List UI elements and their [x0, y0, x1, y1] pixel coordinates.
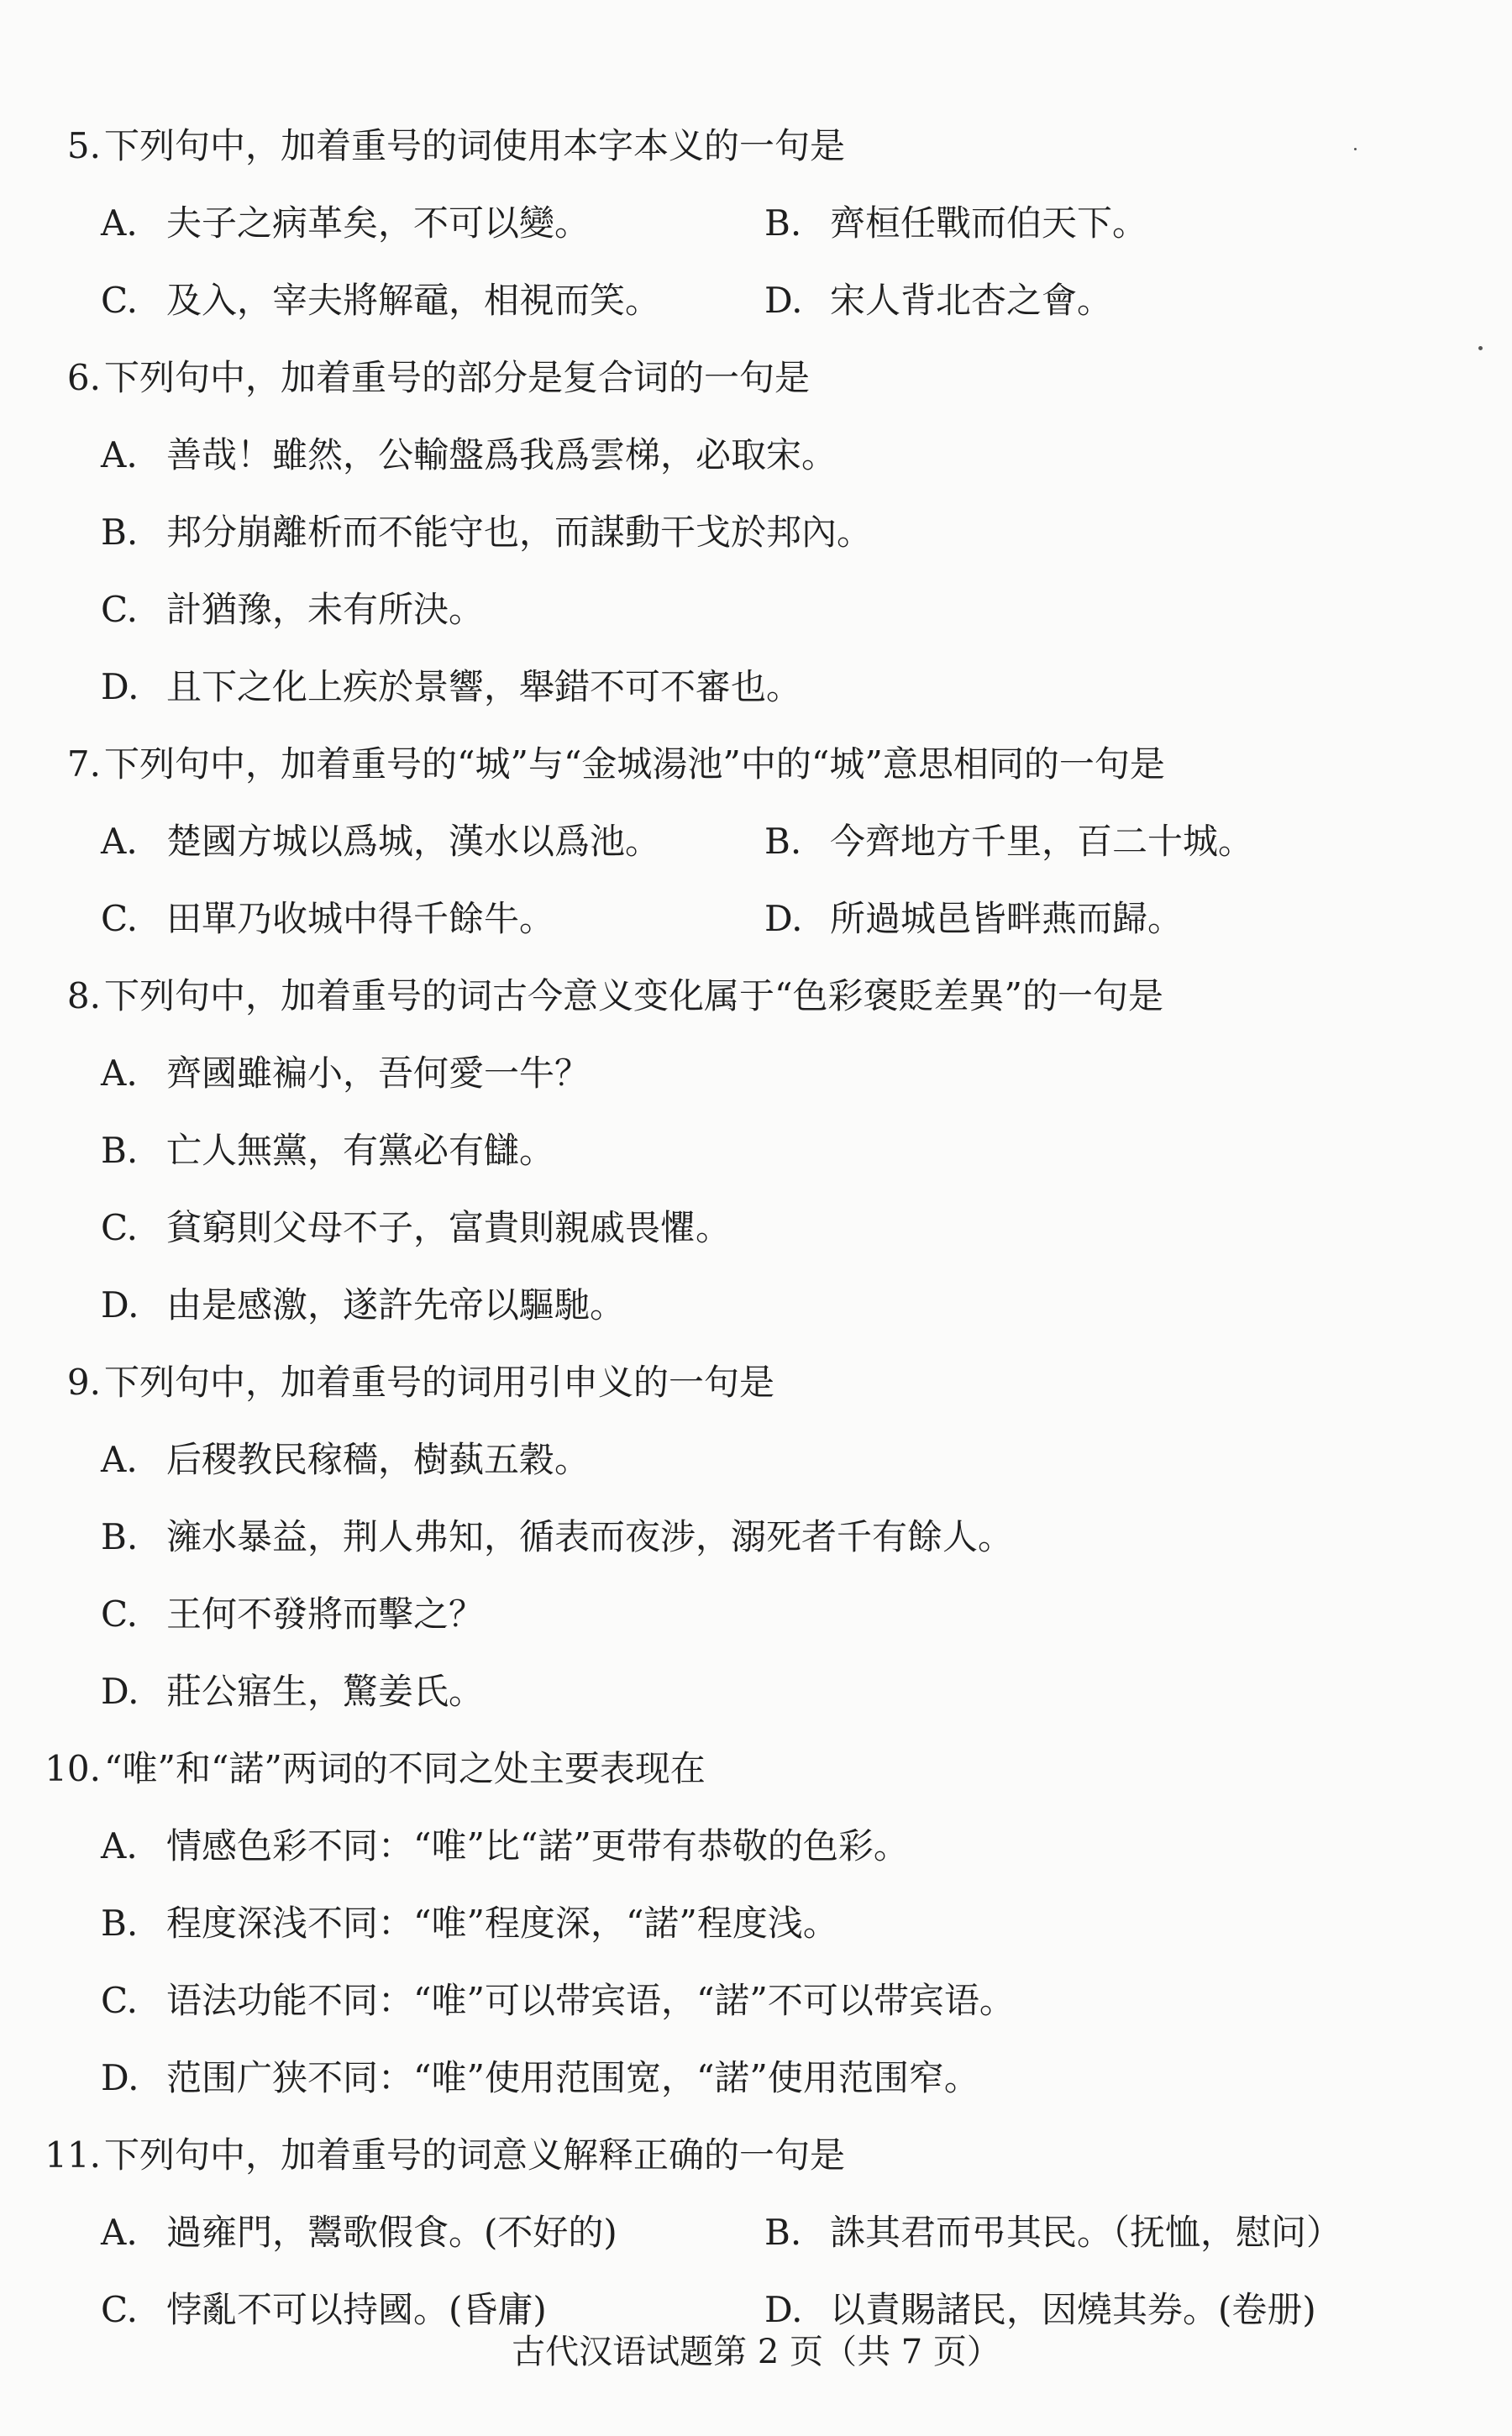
question-6: [49, 339, 1460, 726]
option-letter: B.: [764, 821, 802, 862]
option-c: [101, 1962, 1460, 2040]
option-text: 宋人背北杏之會。: [830, 280, 1113, 321]
option-d: [101, 1267, 1460, 1344]
option-letter: D.: [764, 898, 803, 939]
option-text: 及入，宰夫將解黿，相視而笑。: [166, 280, 661, 321]
question-list: [45, 108, 1460, 2349]
option-letter: B.: [764, 2212, 802, 2253]
question-number: 9.: [66, 1362, 101, 1403]
option-text: 所過城邑皆畔燕而歸。: [830, 898, 1184, 939]
question-number: 5.: [66, 125, 101, 166]
option-row: [101, 262, 1460, 339]
option-text: 田單乃收城中得千餘牛。: [166, 898, 555, 939]
question-11: [45, 2117, 1460, 2349]
option-list: [101, 417, 1460, 726]
option-letter: D.: [101, 1671, 139, 1712]
option-b: [101, 1499, 1460, 1576]
option-list: [101, 803, 1460, 958]
question-stem: [49, 726, 1460, 803]
question-text: 下列句中，加着重号的部分是复合词的一句是: [104, 357, 811, 398]
option-letter: B.: [764, 202, 802, 244]
option-list: [101, 1421, 1460, 1730]
option-text: 邦分崩離析而不能守也，而謀動干戈於邦內。: [166, 512, 873, 553]
option-d: [764, 880, 1183, 958]
option-row: [101, 803, 1460, 880]
option-letter: B.: [101, 1903, 139, 1944]
option-letter: D.: [764, 2289, 803, 2330]
option-text: 以責賜諸民，因燒其券。(卷册): [830, 2289, 1316, 2330]
option-text: 貧窮則父母不子，富貴則親戚畏懼。: [166, 1207, 732, 1248]
option-letter: C.: [101, 280, 138, 321]
option-text: 语法功能不同：“唯”可以带宾语，“諾”不可以带宾语。: [166, 1980, 1015, 2021]
question-text: 下列句中，加着重号的“城”与“金城湯池”中的“城”意思相同的一句是: [104, 743, 1165, 785]
scan-speck: [1354, 148, 1357, 150]
option-c: [101, 1189, 1460, 1267]
question-number: 11.: [45, 2134, 101, 2176]
question-stem: [49, 1344, 1460, 1421]
option-text: 且下之化上疾於景響，舉錯不可不審也。: [166, 666, 802, 707]
option-list: [101, 2194, 1460, 2349]
option-row: [101, 185, 1460, 262]
option-b: [764, 803, 1253, 880]
scan-speck: [1478, 346, 1483, 350]
option-text: 今齊地方千里，百二十城。: [830, 821, 1254, 862]
option-letter: A.: [101, 1825, 138, 1866]
option-d: [764, 262, 1112, 339]
option-text: 過雍門，鬻歌假食。(不好的): [166, 2212, 617, 2253]
option-text: 計猶豫，未有所決。: [166, 589, 485, 630]
question-5: [49, 108, 1460, 339]
option-list: [101, 1808, 1460, 2117]
option-letter: C.: [101, 1207, 138, 1248]
option-letter: D.: [101, 666, 139, 707]
option-row: [101, 880, 1460, 958]
option-letter: B.: [101, 1516, 139, 1557]
option-text: 王何不發將而擊之？: [166, 1593, 485, 1635]
option-text: 善哉！雖然，公輸盤爲我爲雲梯，必取宋。: [166, 434, 837, 475]
option-letter: C.: [101, 898, 138, 939]
option-text: 澭水暴益，荆人弗知，循表而夜涉，溺死者千有餘人。: [166, 1516, 1014, 1557]
question-text: 下列句中，加着重号的词意义解释正确的一句是: [104, 2134, 846, 2176]
option-c: [101, 1576, 1460, 1653]
question-text: “唯”和“諾”两词的不同之处主要表现在: [104, 1748, 706, 1789]
option-a: [101, 1808, 1460, 1885]
option-d: [101, 648, 1460, 726]
option-a: [101, 417, 1460, 494]
question-number: 10.: [45, 1748, 101, 1789]
option-text: 夫子之病革矣，不可以變。: [166, 202, 591, 244]
question-number: 6.: [66, 357, 101, 398]
question-text: 下列句中，加着重号的词古今意义变化属于“色彩褒貶差異”的一句是: [104, 975, 1163, 1016]
option-letter: D.: [101, 1284, 139, 1326]
option-a: [101, 803, 764, 880]
option-a: [101, 2194, 764, 2271]
question-7: [49, 726, 1460, 958]
question-stem: [45, 1730, 1460, 1808]
question-number: 7.: [66, 743, 101, 785]
option-letter: A.: [101, 202, 138, 244]
option-letter: A.: [101, 1053, 138, 1094]
option-letter: D.: [764, 280, 803, 321]
question-text: 下列句中，加着重号的词用引申义的一句是: [104, 1362, 775, 1403]
option-text: 悖亂不可以持國。(昏庸): [166, 2289, 547, 2330]
option-d: [101, 1653, 1460, 1730]
question-8: [49, 958, 1460, 1344]
option-b: [101, 1885, 1460, 1962]
option-letter: C.: [101, 589, 138, 630]
option-letter: A.: [101, 1439, 138, 1480]
option-letter: B.: [101, 512, 139, 553]
option-d: [101, 2040, 1460, 2117]
option-text: 齊國雖褊小，吾何愛一牛？: [166, 1053, 591, 1094]
option-a: [101, 1421, 1460, 1499]
option-list: [101, 185, 1460, 339]
option-letter: C.: [101, 2289, 138, 2330]
option-letter: A.: [101, 2212, 138, 2253]
question-stem: [45, 2117, 1460, 2194]
question-text: 下列句中，加着重号的词使用本字本义的一句是: [104, 125, 846, 166]
option-text: 范围广狭不同：“唯”使用范围宽，“諾”使用范围窄。: [166, 2057, 979, 2098]
question-number: 8.: [66, 975, 101, 1016]
option-text: 亡人無黨，有黨必有讎。: [166, 1130, 555, 1171]
option-letter: A.: [101, 434, 138, 475]
page-footer: 古代汉语试题第 2 页（共 7 页）: [512, 2333, 1000, 2371]
option-letter: C.: [101, 1593, 138, 1635]
option-list: [101, 1035, 1460, 1344]
option-letter: B.: [101, 1130, 139, 1171]
option-row: [101, 2194, 1460, 2271]
question-9: [49, 1344, 1460, 1730]
question-10: [45, 1730, 1460, 2117]
option-letter: C.: [101, 1980, 138, 2021]
option-a: [101, 185, 764, 262]
option-text: 莊公寤生，驚姜氏。: [166, 1671, 485, 1712]
option-a: [101, 1035, 1460, 1112]
option-text: 程度深浅不同：“唯”程度深，“諾”程度浅。: [166, 1903, 838, 1944]
option-text: 后稷教民稼穡，樹蓺五穀。: [166, 1439, 591, 1480]
option-text: 由是感激，遂許先帝以驅馳。: [166, 1284, 626, 1326]
option-text: 楚國方城以爲城，漢水以爲池。: [166, 821, 661, 862]
option-c: [101, 262, 764, 339]
question-stem: [49, 958, 1460, 1035]
option-letter: D.: [101, 2057, 139, 2098]
option-c: [101, 571, 1460, 648]
option-b: [101, 1112, 1460, 1189]
option-text: 齊桓任戰而伯天下。: [830, 202, 1148, 244]
option-text: 情感色彩不同：“唯”比“諾”更带有恭敬的色彩。: [166, 1825, 909, 1866]
option-text: 誅其君而弔其民。（抚恤，慰问）: [830, 2212, 1342, 2253]
question-stem: [49, 108, 1460, 185]
question-stem: [49, 339, 1460, 417]
option-b: [764, 185, 1147, 262]
option-c: [101, 880, 764, 958]
option-letter: A.: [101, 821, 138, 862]
option-b: [764, 2194, 1341, 2271]
option-b: [101, 494, 1460, 571]
